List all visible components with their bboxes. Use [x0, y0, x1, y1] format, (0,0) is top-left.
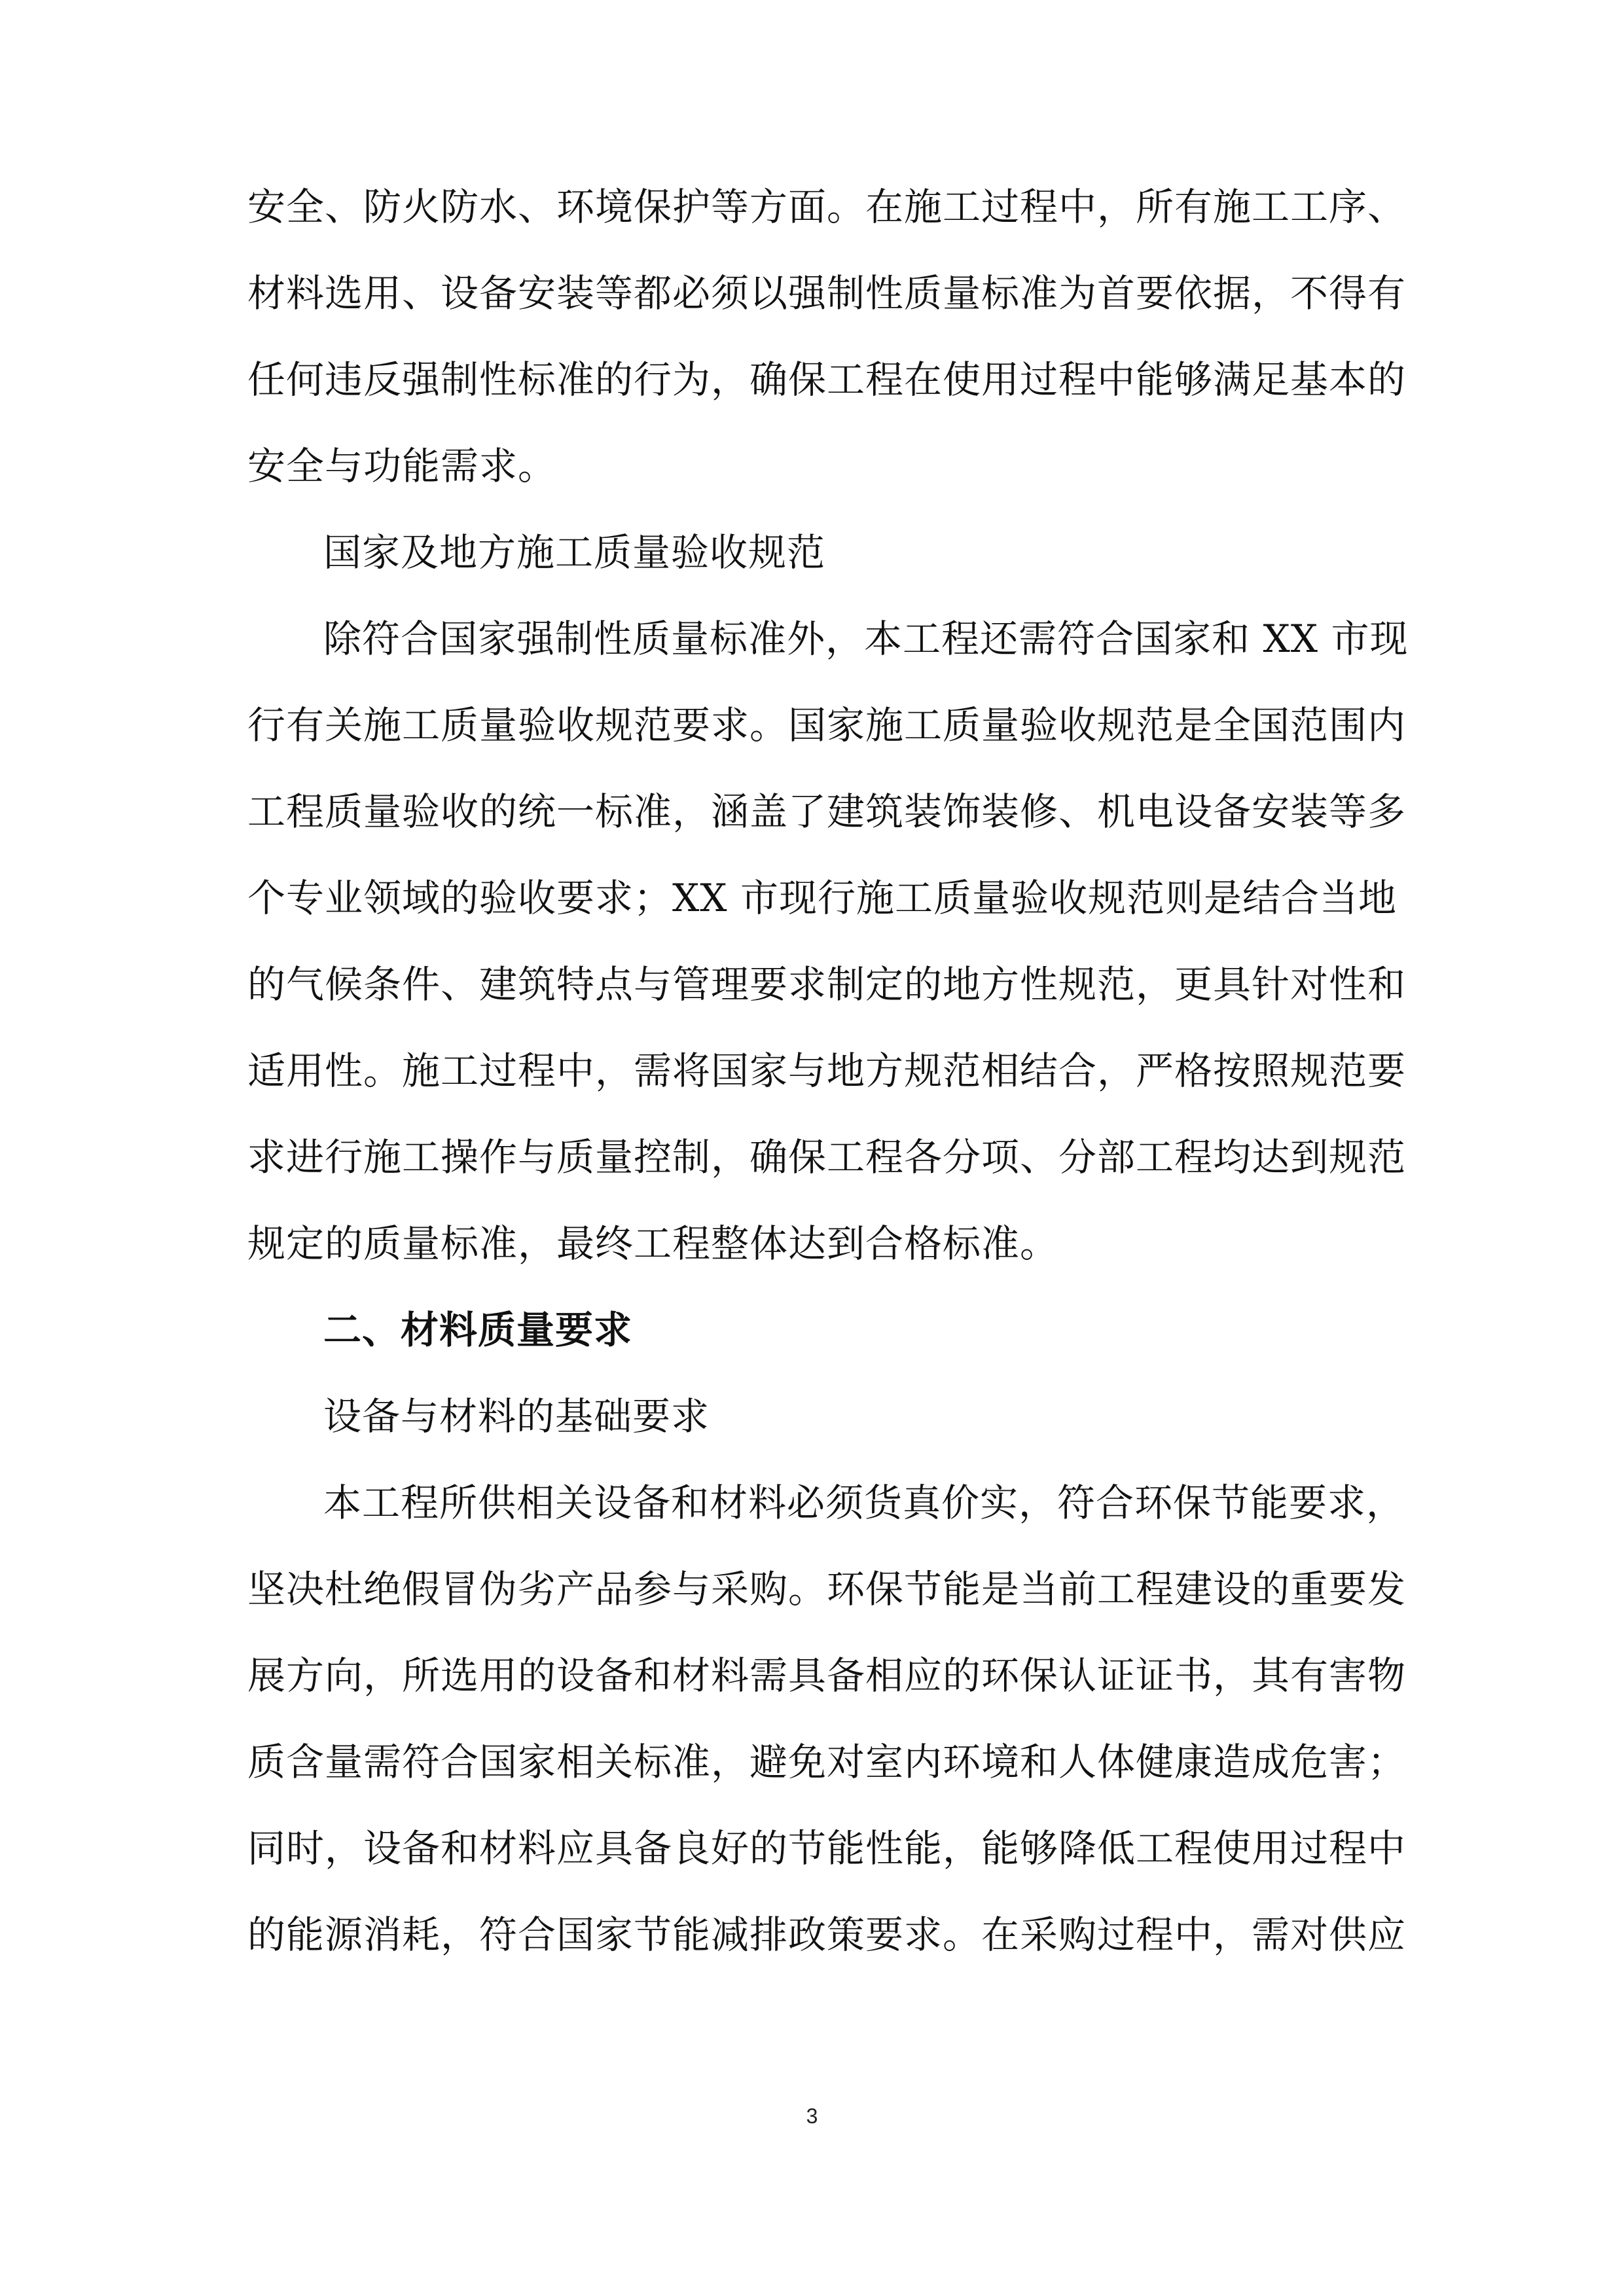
subheading-equipment-materials: 设备与材料的基础要求 [323, 1394, 710, 1439]
paragraph-line: 展方向，所选用的设备和材料需具备相应的环保认证证书，其有害物 [247, 1653, 1407, 1698]
subheading-national-local-standards: 国家及地方施工质量验收规范 [323, 530, 826, 575]
paragraph-line: 的能源消耗，符合国家节能减排政策要求。在采购过程中，需对供应 [247, 1912, 1407, 1957]
paragraph-line: 规定的质量标准，最终工程整体达到合格标准。 [247, 1221, 1059, 1266]
paragraph-line: 安全、防火防水、环境保护等方面。在施工过程中，所有施工工序、 [247, 185, 1407, 229]
paragraph-line: 质含量需符合国家相关标准，避免对室内环境和人体健康造成危害； [247, 1740, 1407, 1784]
paragraph-line: 行有关施工质量验收规范要求。国家施工质量验收规范是全国范围内 [247, 703, 1407, 747]
paragraph-line: 本工程所供相关设备和材料必须货真价实，符合环保节能要求， [323, 1480, 1405, 1525]
paragraph-line: 材料选用、设备安装等都必须以强制性质量标准为首要依据，不得有 [247, 271, 1407, 315]
paragraph-line: 的气候条件、建筑特点与管理要求制定的地方性规范，更具针对性和 [247, 962, 1407, 1007]
paragraph-line: 个专业领域的验收要求；XX 市现行施工质量验收规范则是结合当地 [247, 876, 1398, 920]
section-heading-material-quality: 二、材料质量要求 [323, 1308, 633, 1352]
paragraph-line: 适用性。施工过程中，需将国家与地方规范相结合，严格按照规范要 [247, 1049, 1407, 1093]
paragraph-line: 安全与功能需求。 [247, 444, 557, 488]
paragraph-line: 坚决杜绝假冒伪劣产品参与采购。环保节能是当前工程建设的重要发 [247, 1567, 1407, 1611]
body-text [247, 164, 1409, 1978]
paragraph-line: 工程质量验收的统一标准，涵盖了建筑装饰装修、机电设备安装等多 [247, 789, 1407, 834]
paragraph-line: 任何违反强制性标准的行为，确保工程在使用过程中能够满足基本的 [247, 357, 1407, 402]
paragraph-line: 除符合国家强制性质量标准外，本工程还需符合国家和 XX 市现 [323, 617, 1409, 661]
paragraph-line: 同时，设备和材料应具备良好的节能性能，能够降低工程使用过程中 [247, 1826, 1407, 1871]
page-number: 3 [806, 2104, 818, 2128]
paragraph-line: 求进行施工操作与质量控制，确保工程各分项、分部工程均达到规范 [247, 1135, 1407, 1179]
